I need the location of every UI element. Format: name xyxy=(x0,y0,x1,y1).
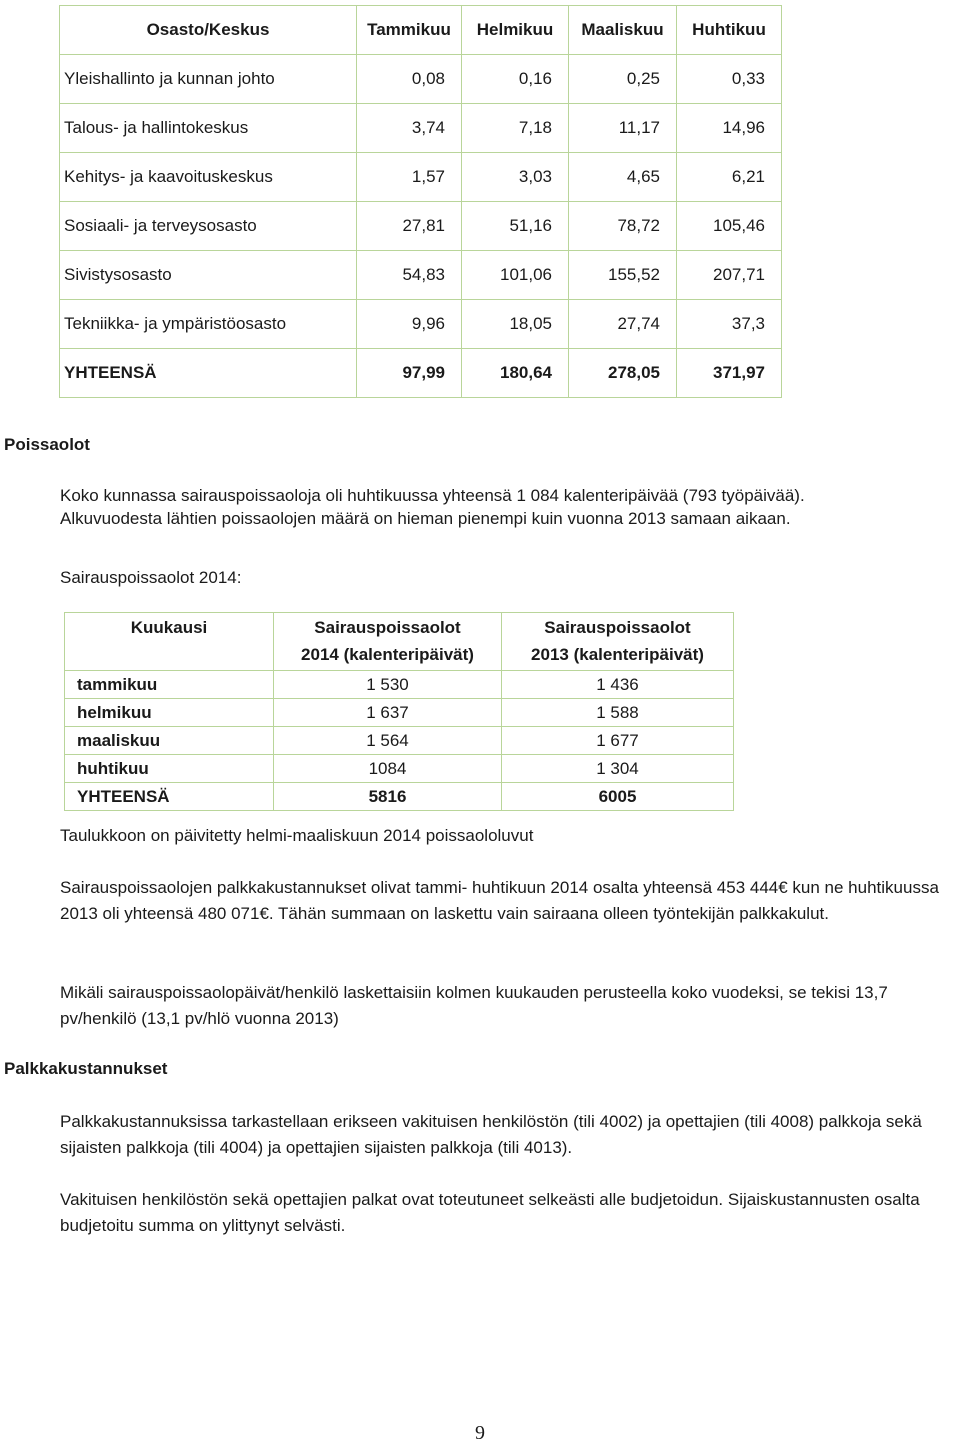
cell-value: 0,16 xyxy=(462,55,569,104)
month-label: helmikuu xyxy=(65,699,274,727)
absence-summary-line-2: Alkuvuodesta lähtien poissaolojen määrä on hieman pienempi kuin vuonna 2013 samaan aikaan. xyxy=(60,509,791,528)
total-value-2014: 5816 xyxy=(274,783,502,811)
table-row xyxy=(60,202,782,251)
table-row xyxy=(65,727,734,755)
cell-value: 11,17 xyxy=(569,104,677,153)
total-label: YHTEENSÄ xyxy=(60,349,357,398)
column-header-sick-leave-2013 xyxy=(502,613,734,671)
value-2013: 1 677 xyxy=(502,727,734,755)
cell-value: 105,46 xyxy=(677,202,782,251)
total-value: 371,97 xyxy=(677,349,782,398)
table-row xyxy=(65,755,734,783)
cell-value: 0,25 xyxy=(569,55,677,104)
column-header-january: Tammikuu xyxy=(357,6,462,55)
month-label: tammikuu xyxy=(65,671,274,699)
column-header-march: Maaliskuu xyxy=(569,6,677,55)
page-number: 9 xyxy=(475,1422,485,1444)
total-value: 97,99 xyxy=(357,349,462,398)
header-line: Kuukausi xyxy=(130,618,208,637)
cell-value: 54,83 xyxy=(357,251,462,300)
department-name: Tekniikka- ja ympäristöosasto xyxy=(60,300,357,349)
value-2013: 1 588 xyxy=(502,699,734,727)
sick-leave-cost-paragraph: Sairauspoissaolojen palkkakustannukset olivat tammi- huhtikuun 2014 osalta yhteensä 453 444€ kun ne huhtikuussa 2013 oli yhteensä 480 071€. Tähän summaan on laskettu vain sairaana olleen työntekijän palkkakulut. xyxy=(60,878,939,923)
value-2013: 1 436 xyxy=(502,671,734,699)
salary-cost-paragraph-1: Palkkakustannuksissa tarkastellaan erikseen vakituisen henkilöstön (tili 4002) ja opettajien (tili 4008) palkkoja sekä sijaisten palkkoja (tili 4004) ja opettajien sijaisten palkkoja (tili 4013). xyxy=(60,1112,922,1157)
cell-value: 6,21 xyxy=(677,153,782,202)
value-2014: 1 637 xyxy=(274,699,502,727)
table-row xyxy=(60,153,782,202)
column-header-month xyxy=(65,613,274,671)
column-header-department: Osasto/Keskus xyxy=(60,6,357,55)
table-update-note: Taulukkoon on päivitetty helmi-maaliskuun 2014 poissaololuvut xyxy=(60,826,534,845)
cell-value: 7,18 xyxy=(462,104,569,153)
sick-table-caption: Sairauspoissaolot 2014: xyxy=(60,568,242,587)
cell-value: 37,3 xyxy=(677,300,782,349)
table-total-row xyxy=(65,783,734,811)
absence-summary-paragraph xyxy=(60,484,956,530)
cell-value: 18,05 xyxy=(462,300,569,349)
department-name: Talous- ja hallintokeskus xyxy=(60,104,357,153)
department-name: Sosiaali- ja terveysosasto xyxy=(60,202,357,251)
header-line: 2014 (kalenteripäivät) xyxy=(301,645,474,664)
value-2014: 1084 xyxy=(274,755,502,783)
column-header-sick-leave-2014 xyxy=(274,613,502,671)
table-total-row xyxy=(60,349,782,398)
table-row xyxy=(60,104,782,153)
cell-value: 51,16 xyxy=(462,202,569,251)
sick-leave-projection-paragraph: Mikäli sairauspoissaolopäivät/henkilö laskettaisiin kolmen kuukauden perusteella koko vuodeksi, se tekisi 13,7 pv/henkilö (13,1 pv/hlö vuonna 2013) xyxy=(60,983,888,1028)
cell-value: 101,06 xyxy=(462,251,569,300)
table-row xyxy=(60,251,782,300)
total-value-2013: 6005 xyxy=(502,783,734,811)
value-2014: 1 530 xyxy=(274,671,502,699)
table-row xyxy=(65,699,734,727)
table-row xyxy=(60,55,782,104)
value-2013: 1 304 xyxy=(502,755,734,783)
total-value: 180,64 xyxy=(462,349,569,398)
column-header-april: Huhtikuu xyxy=(677,6,782,55)
table-row xyxy=(65,671,734,699)
cell-value: 1,57 xyxy=(357,153,462,202)
total-value: 278,05 xyxy=(569,349,677,398)
month-label: maaliskuu xyxy=(65,727,274,755)
cell-value: 207,71 xyxy=(677,251,782,300)
header-line: Sairauspoissaolot xyxy=(544,618,691,637)
total-label: YHTEENSÄ xyxy=(65,783,274,811)
cell-value: 155,52 xyxy=(569,251,677,300)
cell-value: 0,33 xyxy=(677,55,782,104)
table-header-row xyxy=(60,6,782,55)
salary-cost-paragraph-2: Vakituisen henkilöstön sekä opettajien palkat ovat toteutuneet selkeästi alle budjetoidun. Sijaiskustannusten osalta budjetoitu summa on ylittynyt selvästi. xyxy=(60,1190,920,1235)
header-line: Sairauspoissaolot xyxy=(314,618,461,637)
column-header-february: Helmikuu xyxy=(462,6,569,55)
cell-value: 4,65 xyxy=(569,153,677,202)
table-header-row xyxy=(65,613,734,671)
cell-value: 3,03 xyxy=(462,153,569,202)
cell-value: 9,96 xyxy=(357,300,462,349)
sick-leave-table xyxy=(64,612,734,811)
absence-summary-line-1: Koko kunnassa sairauspoissaoloja oli huhtikuussa yhteensä 1 084 kalenteripäivää (793 työpäivää). xyxy=(60,486,805,505)
section-heading-poissaolot: Poissaolot xyxy=(4,435,90,454)
cell-value: 0,08 xyxy=(357,55,462,104)
cell-value: 14,96 xyxy=(677,104,782,153)
section-heading-palkkakustannukset: Palkkakustannukset xyxy=(4,1059,168,1078)
cell-value: 78,72 xyxy=(569,202,677,251)
value-2014: 1 564 xyxy=(274,727,502,755)
department-name: Sivistysosasto xyxy=(60,251,357,300)
department-absence-table xyxy=(59,5,782,398)
month-label: huhtikuu xyxy=(65,755,274,783)
table-row xyxy=(60,300,782,349)
cell-value: 27,74 xyxy=(569,300,677,349)
cell-value: 3,74 xyxy=(357,104,462,153)
department-name: Yleishallinto ja kunnan johto xyxy=(60,55,357,104)
header-line: 2013 (kalenteripäivät) xyxy=(531,645,704,664)
cell-value: 27,81 xyxy=(357,202,462,251)
department-name: Kehitys- ja kaavoituskeskus xyxy=(60,153,357,202)
